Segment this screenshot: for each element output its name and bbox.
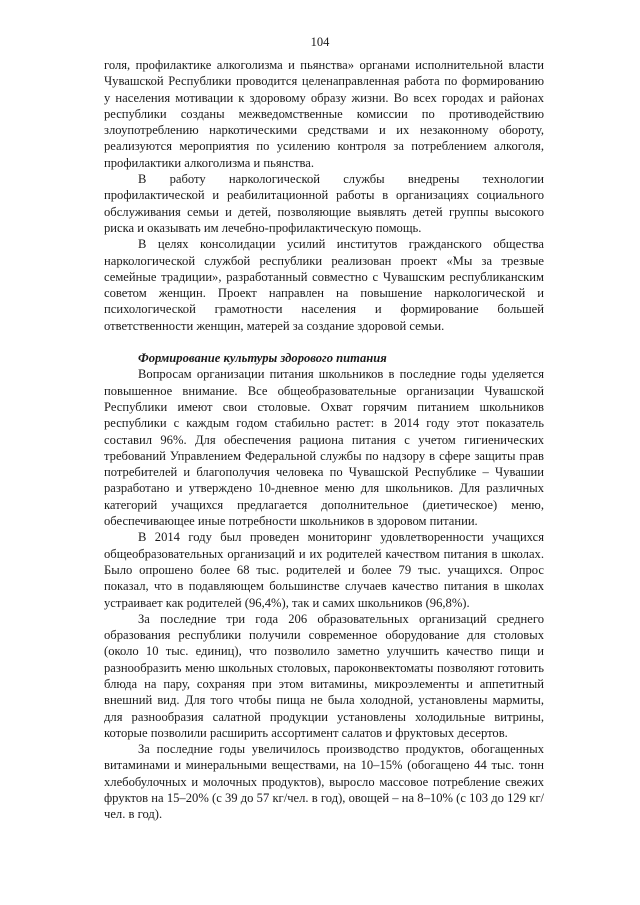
paragraph-school-catering: Вопросам организации питания школьников в последние годы уделяется повышенное внимание. Все общеобразовательные организации Чувашской Республики имеют свои столовые. Охват горячим питанием школьников республики с каждым годом стабильно растет: в 2014 году этот показатель составил 96%. Для обеспечения рациона питания с учетом гигиенических требований Управлением Федеральной службы по надзору в сфере защиты прав потребителей и благополучия человека по Чувашской Республике – Чувашии разработано и утверждено 10-дневное меню для школьников. Для различных категорий учащихся предлагается дополнительное (диетическое) меню, обеспечивающее иные потребности школьников в здоровом питании.: [104, 367, 544, 529]
paragraph-alcohol-prevention: голя, профилактике алкоголизма и пьянства» органами исполнительной власти Чувашской Республики проводится целенаправленная работа по формированию у населения мотивации к здоровому образу жизни. Во всех городах и районах республики созданы межведомственные комиссии по противодействию злоупотреблению наркотическими средствами и их незаконному обороту, реализуются мероприятия по усилению контроля за потреблением алкоголя, профилактики алкоголизма и пьянства.: [104, 58, 544, 170]
paragraph-narcology-service: В работу наркологической службы внедрены технологии профилактической и реабилитационной работы в организациях социального обслуживания семьи и детей, позволяющие выявлять детей группы высокого риска и оказывать им лечебно-профилактическую помощь.: [104, 172, 544, 235]
paragraph-sober-family-project: В целях консолидации усилий институтов гражданского общества наркологической службой республики реализован проект «Мы за трезвые семейные традиции», разработанный совместно с Чувашским республиканским советом женщин. Проект направлен на повышение наркологической и психологической грамотности населения и формирование большей ответственности женщин, матерей за создание здоровой семьи.: [104, 237, 544, 333]
paragraph-fortified-products: За последние годы увеличилось производство продуктов, обогащенных витаминами и минеральными веществами, на 10–15% (обогащено 44 тыс. тонн хлебобулочных и молочных продуктов), выросло массовое потребление свежих фруктов на 15–20% (с 39 до 57 кг/чел. в год), овощей – на 8–10% (с 103 до 129 кг/чел. в год).: [104, 742, 544, 822]
page-number: 104: [310, 35, 330, 49]
paragraph-canteen-equipment: За последние три года 206 образовательных организаций среднего образования республики получили современное оборудование для столовых (около 10 тыс. единиц), что позволило заметно улучшить качество пищи и разнообразить меню школьных столовых, пароконвектоматы позволяют готовить блюда на пару, сохраняя при этом витамины, микроэлементы и аппетитный внешний вид. Для того чтобы пища не была холодной, установлены мармиты, для разнообразия салатной продукции установлены холодильные витрины, которые позволили расширить ассортимент салатов и фруктовых десертов.: [104, 611, 544, 740]
page-body: [104, 57, 544, 823]
paragraph-satisfaction-survey: В 2014 году был проведен мониторинг удовлетворенности учащихся общеобразовательных организаций и их родителей качеством питания в школах. Было опрошено более 68 тыс. родителей и более 79 тыс. учащихся. Опрос показал, что в подавляющем большинстве случаев качество питания в школах устраивает как родителей (96,4%), так и самих школьников (96,8%).: [104, 530, 544, 610]
section-heading: Формирование культуры здорового питания: [138, 351, 387, 366]
